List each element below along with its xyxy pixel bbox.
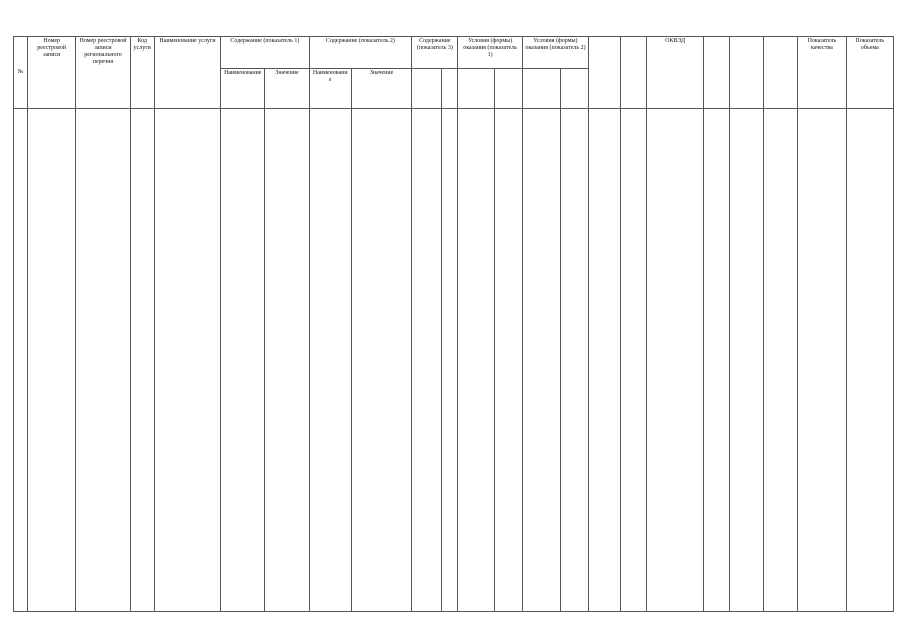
- header-consumer-category: [764, 37, 798, 109]
- header-service-name: Наименование услуги: [154, 37, 220, 109]
- header-no: №: [14, 37, 28, 109]
- cell-activity-type: [621, 109, 647, 612]
- cell-content-1-value: [265, 109, 309, 612]
- cell-condition-2-name: [522, 109, 560, 612]
- cell-consumer-category: [764, 109, 798, 612]
- cell-unique-number: [76, 109, 130, 612]
- cell-content-2-name: [309, 109, 351, 612]
- cell-volume-indicators: [846, 109, 893, 612]
- cell-content-3-value: [442, 109, 458, 612]
- header-service-code: Код услуги: [130, 37, 154, 109]
- header-content-2-name: Наименование: [309, 69, 351, 109]
- header-condition-2-value: [561, 69, 589, 109]
- header-condition-1-value: [494, 69, 522, 109]
- header-row-top: [14, 37, 894, 69]
- header-content-1-name: Наименование: [221, 69, 265, 109]
- header-content-3-value: [442, 69, 458, 109]
- header-quality-indicators: Показатель качества: [798, 37, 846, 109]
- header-content-3-name: [412, 69, 442, 109]
- header-volume-indicators: Показатель объема: [846, 37, 893, 109]
- cell-condition-2-value: [561, 109, 589, 612]
- header-condition-1: Условия (формы) оказания (показатель 1): [458, 37, 522, 69]
- cell-ppo-type: [729, 109, 763, 612]
- cell-content-1-name: [221, 109, 265, 612]
- header-condition-2-name: [522, 69, 560, 109]
- header-condition-2: Условия (формы) оказания (показатель 2): [522, 37, 588, 69]
- header-content-1-value: Значение: [265, 69, 309, 109]
- cell-condition-1-value: [494, 109, 522, 612]
- cell-condition-1-name: [458, 109, 494, 612]
- cell-quality-indicators: [798, 109, 846, 612]
- header-content-2-value: Значение: [351, 69, 411, 109]
- header-content-2: Содержание (показатель 2): [309, 37, 412, 69]
- header-content-3: Содержание (показатель 3): [412, 37, 458, 69]
- cell-free-of-charge: [589, 109, 621, 612]
- header-content-1: Содержание (показатель 1): [221, 37, 310, 69]
- table-row: [14, 109, 894, 612]
- header-free-of-charge: [589, 37, 621, 109]
- registry-document: [13, 36, 894, 612]
- registry-table: [13, 36, 894, 612]
- cell-service-name: [154, 109, 220, 612]
- cell-content-3-name: [412, 109, 442, 612]
- header-condition-1-name: [458, 69, 494, 109]
- header-authority: [703, 37, 729, 109]
- header-activity-type: [621, 37, 647, 109]
- cell-registry-number: [28, 109, 76, 612]
- cell-service-code: [130, 109, 154, 612]
- header-unique-number: Номер реестровой записи регионального перечня: [76, 37, 130, 109]
- cell-content-2-value: [351, 109, 411, 612]
- header-okved: ОКВЭД: [647, 37, 703, 109]
- header-registry-number: Номер реестровой записи: [28, 37, 76, 109]
- header-ppo-type: [729, 37, 763, 109]
- cell-authority: [703, 109, 729, 612]
- cell-okved: [647, 109, 703, 612]
- cell-no: [14, 109, 28, 612]
